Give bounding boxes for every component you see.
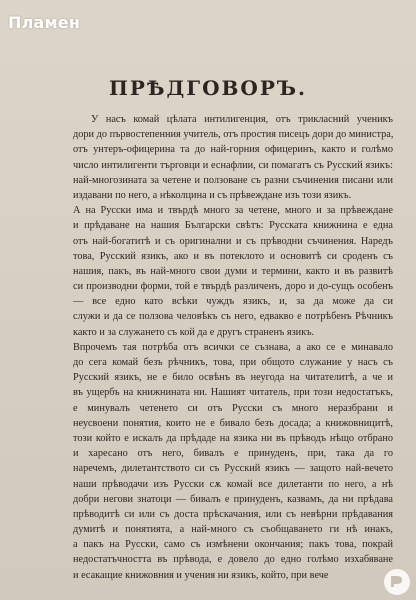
text-line: както и за служането съ кой да е другъ страненъ язикъ. <box>73 326 315 338</box>
text-line: нашия, пакъ, въ най-много свои думи и термини, както и въ развитѣ <box>73 265 393 277</box>
text-line: думитѣ и понятията, а най-много съ съобщаването ги нѣ инакъ, <box>73 524 393 536</box>
text-line: наречемъ, дилетантството си съ Русский язикъ — защото най-вечето <box>73 463 393 475</box>
text-line: този който е искалъ да прѣдаде на язика ни въ прѣводъ нѣщо отбрано <box>73 432 393 444</box>
text-line: Впрочемъ тая потрѣба отъ всички се съзнава, а ако се е минавало <box>73 341 393 353</box>
text-line: отъ най-богатитѣ и съ оригинални и съ прѣводни съчинения. Наредъ <box>73 235 393 247</box>
text-line: дори до първостепенния учитель, отъ простия писецъ дори до министра, <box>73 129 393 141</box>
text-line: добри негови знатоци — бивалъ е принуденъ, казвамъ, да ни прѣдава <box>73 493 393 505</box>
text-line: Русский язикъ, не е било освѣнъ въ неугода на читателитѣ, а че и <box>73 372 393 384</box>
watermark-logo-icon <box>382 567 412 597</box>
text-line: У насъ комай цѣлата интилигенция, отъ трикласний ученикъ <box>91 114 393 125</box>
text-line: въ ущербъ на книжнината ни. Нашият читатель, при този недостатъкъ, <box>73 387 393 399</box>
text-line: неусвоени понятия, които не е бивало безъ досада; а книжовницитѣ, <box>73 417 393 429</box>
text-line: и есакащие книжовния и учения ни язикъ, който, при вече <box>73 569 329 581</box>
text-line: най-многозината за четене и ползоване съ разни съчинения писани или <box>73 174 393 186</box>
text-line: прѣводитѣ си или съ доста прѣскачания, или съ невѣрни прѣдавания <box>73 508 393 520</box>
page-title: ПРѢДГОВОРЪ. <box>108 76 307 100</box>
text-line: отъ унтеръ-офицерина та до най-горния офицеринъ, както и голѣмо <box>73 144 393 156</box>
text-line: е минувалъ четенето си отъ Русски съ много неразбрани и <box>73 402 393 414</box>
text-line: си производни форми, той е твърдѣ различенъ, доро и до-сущъ особенъ <box>73 281 393 293</box>
text-line: служи и да се ползова человѣкъ съ него, едвакво е потрѣбенъ Рѣчникъ <box>73 311 393 323</box>
text-line: наши прѣводачи изъ Русски сѫ комай все дилетанти по него, а нѣ <box>73 478 393 490</box>
text-line: а пакъ на Русски, само съ измѣнени окончания; пакъ това, покрай <box>73 539 393 551</box>
watermark-logo-text: Пламен <box>8 13 81 32</box>
text-line: — все едно като всѣки чуждъ язикъ, и, за да може да си <box>73 296 393 308</box>
text-line: А на Русски има и твърдѣ много за четене, много и за прѣвеждане <box>73 205 393 217</box>
text-line: до сега комай безъ рѣчникъ, това, при общото служание у насъ съ <box>73 357 393 368</box>
body-text <box>73 112 393 583</box>
text-line: недостатъчността въ прѣвода, е довело до едно голѣмо изхабяване <box>73 554 393 566</box>
text-line: издавани по него, а нѣколцина и съ прѣвеждане изъ този язикъ. <box>73 189 352 201</box>
text-line: и харесано отъ него, бивалъ е принуденъ, при, така да го <box>73 448 393 460</box>
text-line: число интилигенти търговци и еснафлии, си помагатъ съ Русский язикъ: <box>73 159 393 171</box>
text-line: и прѣдаване на нашия Български свѣтъ: Русската книжнина е една <box>73 220 393 232</box>
text-line: това, Русский язикъ, ако и въ потеклото и основитѣ си сроденъ съ <box>73 250 393 262</box>
